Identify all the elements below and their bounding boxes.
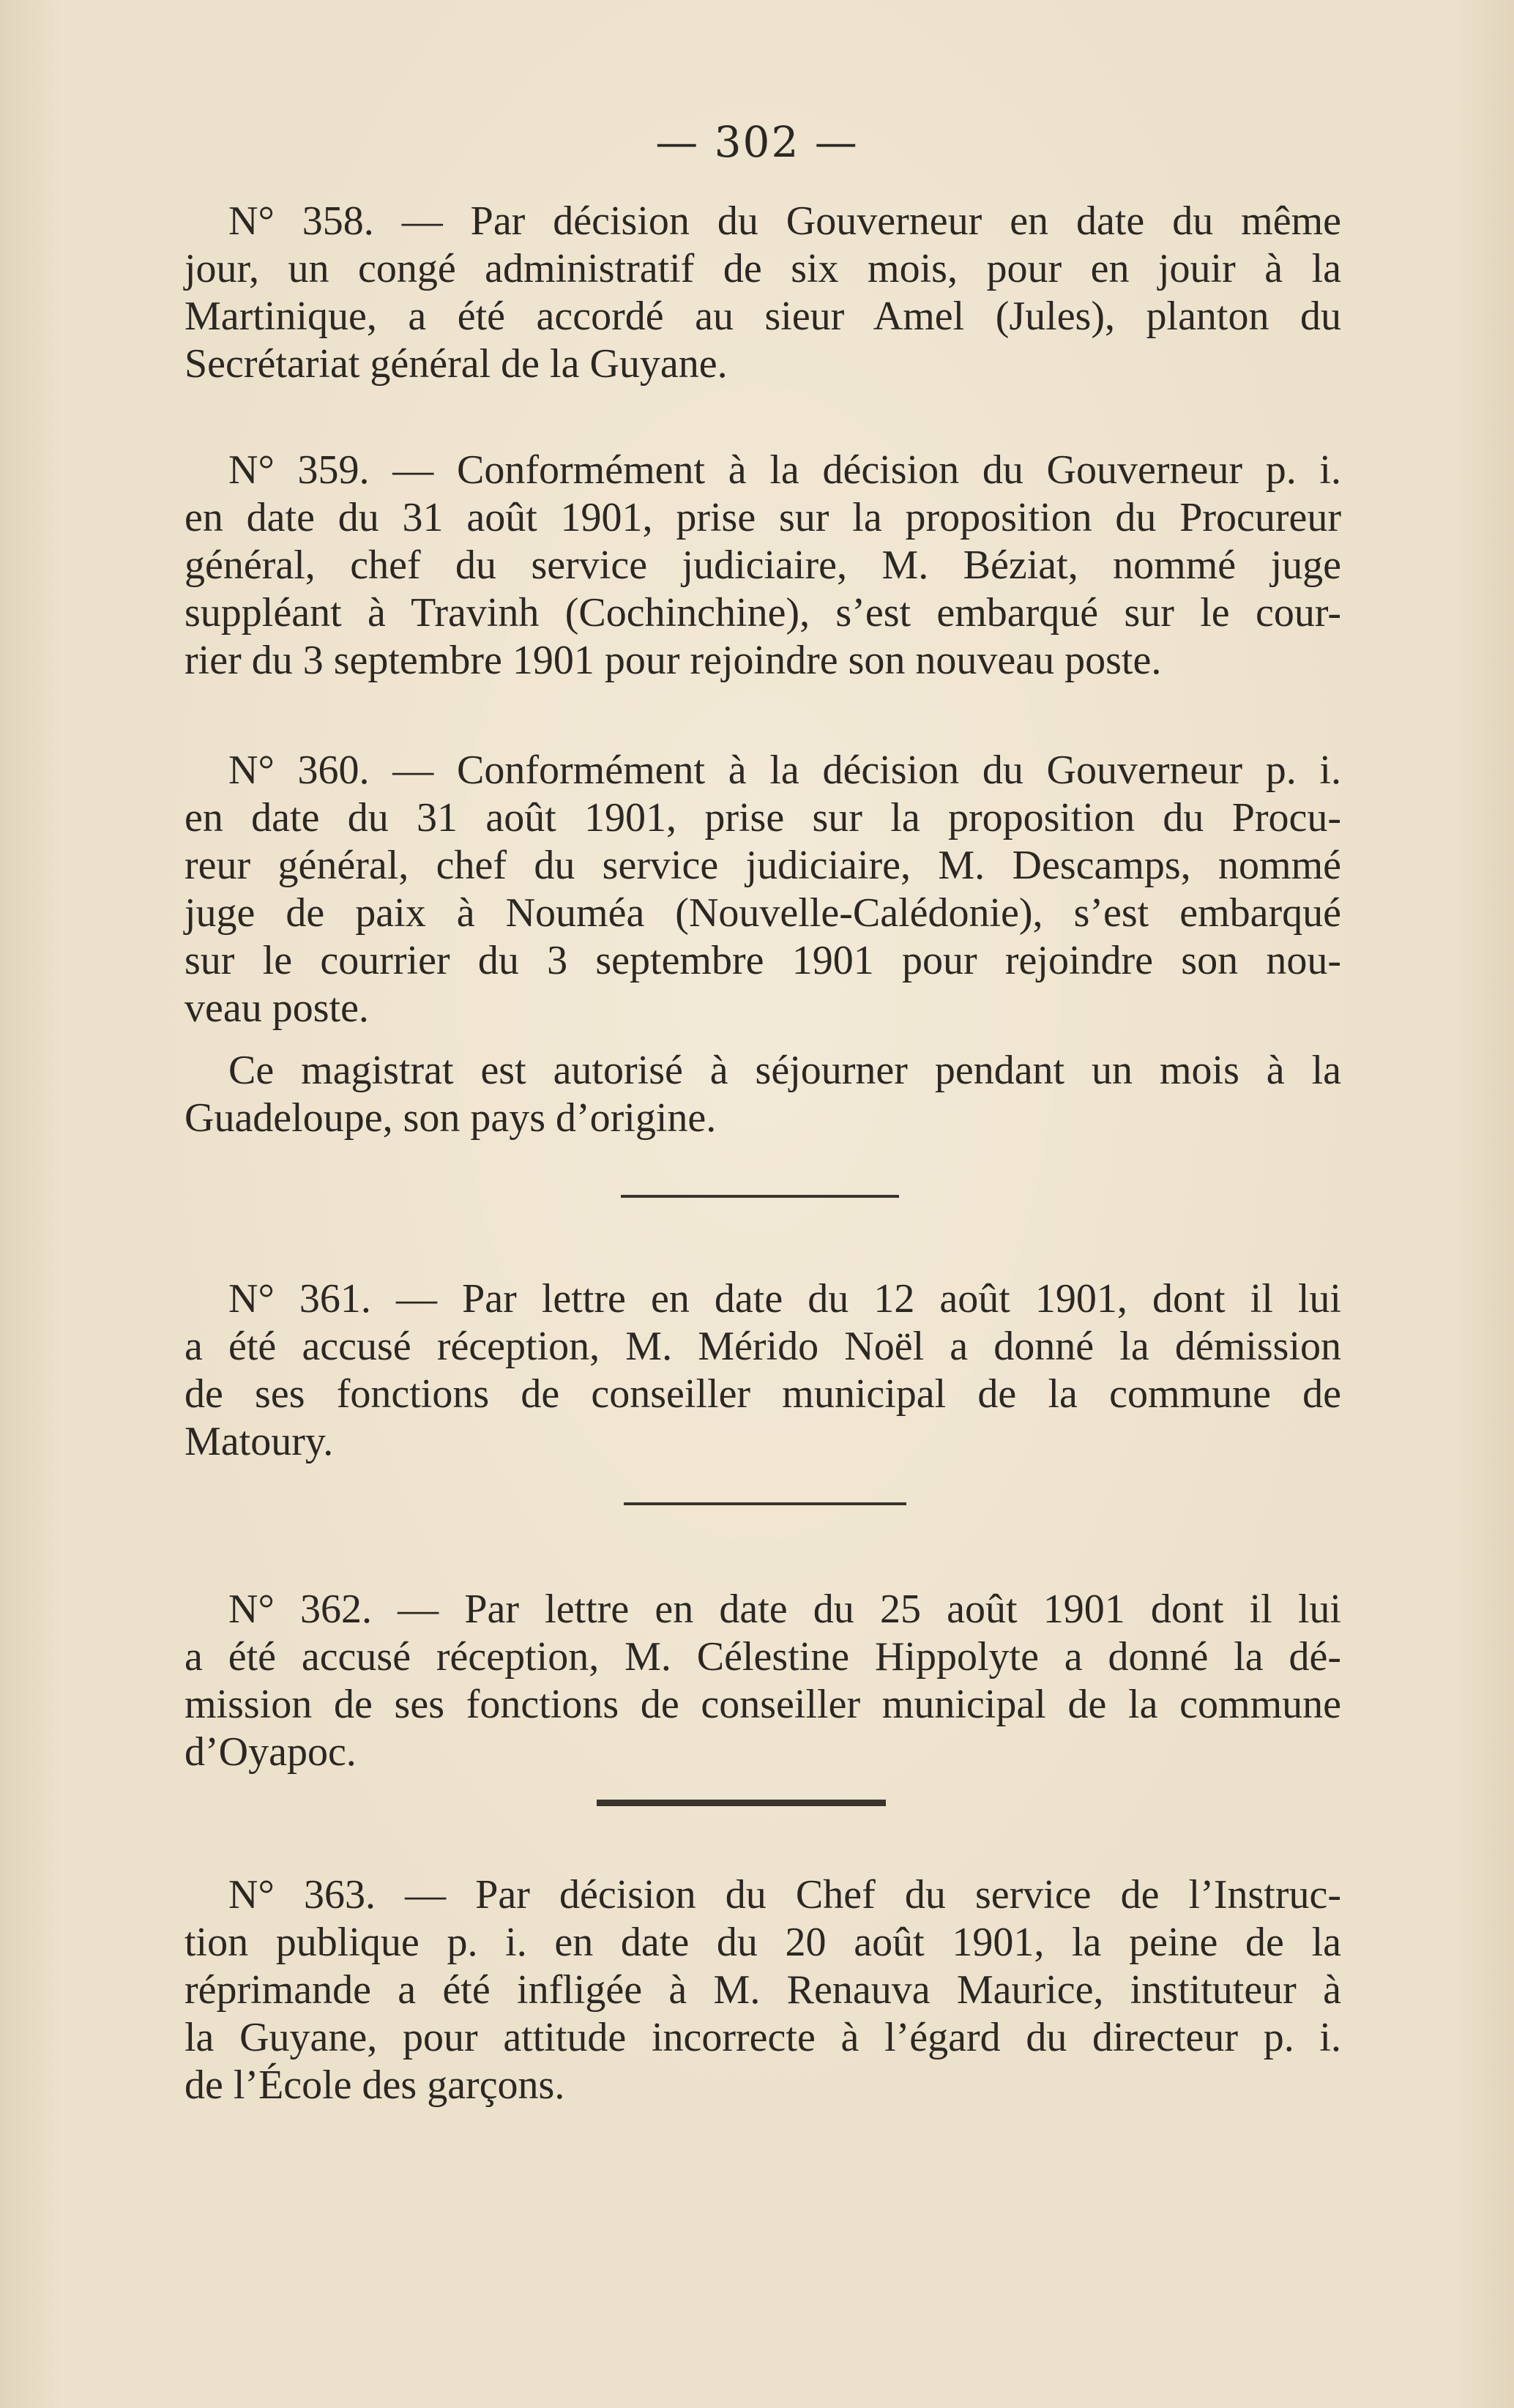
entry-line: N° 362. — Par lettre en date du 25 août 1901 dont il lui — [228, 1587, 1341, 1632]
entry-line: sur le courrier du 3 septembre 1901 pour rejoindre son nou- — [184, 938, 1341, 983]
entry-line: mission de ses fonctions de conseiller municipal de la commune — [184, 1682, 1341, 1727]
entry-line: N° 359. — Conformément à la décision du Gouverneur p. i. — [228, 447, 1341, 493]
entry-line: a été accusé réception, M. Mérido Noël a donné la démission — [184, 1324, 1341, 1369]
entry-line: Guadeloupe, son pays d’origine. — [184, 1095, 717, 1141]
entry-line: Ce magistrat est autorisé à séjourner pendant un mois à la — [228, 1048, 1341, 1093]
entry-line: en date du 31 août 1901, prise sur la proposition du Procureur — [184, 495, 1341, 540]
entry-359 — [184, 447, 1341, 685]
entry-line: N° 360. — Conformément à la décision du Gouverneur p. i. — [228, 748, 1341, 793]
entry-line: de ses fonctions de conseiller municipal de la commune de — [184, 1371, 1341, 1417]
page-number: — 302 — — [655, 117, 859, 167]
entry-363 — [184, 1871, 1341, 2109]
entry-line: d’Oyapoc. — [184, 1729, 357, 1775]
separator-rule — [624, 1502, 906, 1505]
entry-line: N° 358. — Par décision du Gouverneur en date du même — [228, 198, 1341, 244]
separator-rule — [621, 1195, 899, 1198]
entry-360-note — [184, 1047, 1341, 1142]
entry-line: veau poste. — [184, 985, 369, 1031]
entry-line: réprimande a été infligée à M. Renauva Maurice, instituteur à — [184, 1967, 1341, 2013]
entry-line: jour, un congé administratif de six mois, pour en jouir à la — [184, 246, 1341, 291]
entry-line: reur général, chef du service judiciaire, M. Descamps, nommé — [184, 843, 1341, 888]
entry-line: N° 361. — Par lettre en date du 12 août 1901, dont il lui — [228, 1276, 1341, 1322]
entry-line: Secrétariat général de la Guyane. — [184, 341, 728, 387]
entry-line: Matoury. — [184, 1419, 334, 1464]
entry-line: juge de paix à Nouméa (Nouvelle-Calédonie), s’est embarqué — [184, 890, 1341, 936]
entry-line: la Guyane, pour attitude incorrecte à l’égard du directeur p. i. — [184, 2015, 1341, 2060]
entry-line: a été accusé réception, M. Célestine Hippolyte a donné la dé- — [184, 1634, 1341, 1680]
entry-line: de l’École des garçons. — [184, 2062, 565, 2108]
entry-line: rier du 3 septembre 1901 pour rejoindre son nouveau poste. — [184, 638, 1162, 683]
entry-361 — [184, 1275, 1341, 1466]
separator-rule — [597, 1800, 886, 1806]
entry-line: général, chef du service judiciaire, M. Béziat, nommé juge — [184, 543, 1341, 588]
entry-362 — [184, 1586, 1341, 1776]
entry-360 — [184, 747, 1341, 1032]
entry-line: suppléant à Travinh (Cochinchine), s’est embarqué sur le cour- — [184, 590, 1341, 635]
entry-line: N° 363. — Par décision du Chef du service de l’Instruc- — [228, 1872, 1341, 1917]
entry-358 — [184, 198, 1341, 388]
entry-line: Martinique, a été accordé au sieur Amel (Jules), planton du — [184, 294, 1341, 339]
entry-line: tion publique p. i. en date du 20 août 1901, la peine de la — [184, 1920, 1341, 1965]
entry-line: en date du 31 août 1901, prise sur la proposition du Procu- — [184, 795, 1341, 840]
